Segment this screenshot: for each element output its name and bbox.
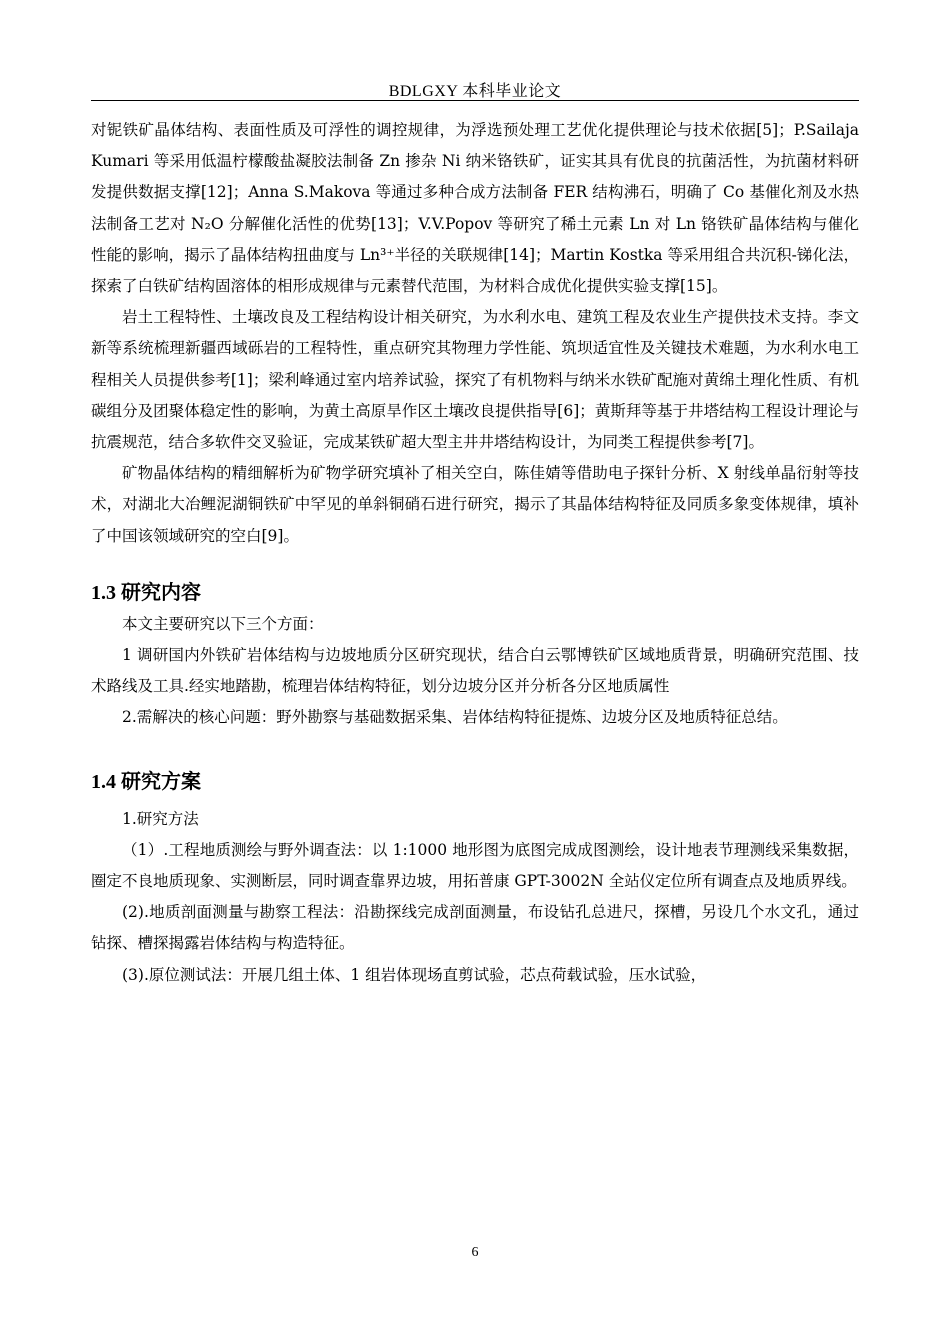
header-rule [91,100,859,101]
paragraph-literature-review-2: 岩土工程特性、土壤改良及工程结构设计相关研究，为水利水电、建筑工程及农业生产提供技术支持。李文新等系统梳理新疆西域砾岩的工程特性，重点研究其物理力学性能、筑坝适宜性及关键技术难题，为水利水电工程相关人员提供参考[1]；梁利峰通过室内培养试验，探究了有机物料与纳米水铁矿配施对黄绵土理化性质、有机碳组分及团聚体稳定性的影响，为黄土高原旱作区土壤改良提供指导[6]；黄斯拜等基于井塔结构工程设计理论与抗震规范，结合多软件交叉验证，完成某铁矿超大型主井井塔结构设计，为同类工程提供参考[7]。 [91,308,859,452]
page-body [91,115,859,991]
paragraph-research-item-2: 2.需解决的核心问题：野外勘察与基础数据采集、岩体结构特征提炼、边坡分区及地质特征总结。 [122,708,788,727]
page-number: 6 [471,1245,479,1260]
paragraph-method-2: (2).地质剖面测量与勘察工程法：沿勘探线完成剖面测量，布设钻孔总进尺，探槽，另设几个水文孔，通过钻探、槽探揭露岩体结构与构造特征。 [91,903,859,953]
paragraph-method-1: （1）.工程地质测绘与野外调查法：以 1:1000 地形图为底图完成成图测绘，设计地表节理测线采集数据，圈定不良地质现象、实测断层，同时调查靠界边坡，用拓普康 GPT-3002N 全站仪定位所有调查点及地质界线。 [91,840,859,891]
paragraph-research-intro: 本文主要研究以下三个方面： [122,614,324,633]
paragraph-research-item-1: 1 调研国内外铁矿岩体结构与边坡地质分区研究现状，结合白云鄂博铁矿区域地质背景，明确研究范围、技术路线及工具.经实地踏勘，梳理岩体结构特征，划分边坡分区并分析各分区地质属性 [91,646,859,696]
section-heading-1-4: 1.4 研究方案 [91,770,201,793]
paragraph-method-3: (3).原位测试法：开展几组土体、1 组岩体现场直剪试验，芯点荷载试验，压水试验， [122,965,707,984]
paragraph-literature-review-3: 矿物晶体结构的精细解析为矿物学研究填补了相关空白，陈佳婧等借助电子探针分析、X 射线单晶衍射等技术，对湖北大冶鲤泥湖铜铁矿中罕见的单斜铜硝石进行研究，揭示了其晶体结构特征及同质多象变体规律，填补了中国该领域研究的空白[9]。 [91,464,859,545]
running-header: BDLGXY 本科毕业论文 [388,83,562,100]
paragraph-literature-review-1: 对铌铁矿晶体结构、表面性质及可浮性的调控规律，为浮选预处理工艺优化提供理论与技术依据[5]；P.Sailaja Kumari 等采用低温柠檬酸盐凝胶法制备 Zn 掺杂 Ni 纳米铬铁矿，证实其具有优良的抗菌活性，为抗菌材料研发提供数据支撑[12]；Anna S.Makova 等通过多种合成方法制备 FER 结构沸石，明确了 Co 基催化剂及水热法制备工艺对 N₂O 分解催化活性的优势[13]；V.V.Popov 等研究了稀土元素 Ln 对 Ln 铬铁矿晶体结构与催化性能的影响，揭示了晶体结构扭曲度与 Ln³⁺半径的关联规律[14]；Martin Kostka 等采用组合共沉积-锑化法，探索了白铁矿结构固溶体的相形成规律与元素替代范围，为材料合成优化提供实验支撑[15]。 [91,121,859,296]
paragraph-method-title: 1.研究方法 [122,809,199,828]
section-heading-1-3: 1.3 研究内容 [91,581,201,604]
